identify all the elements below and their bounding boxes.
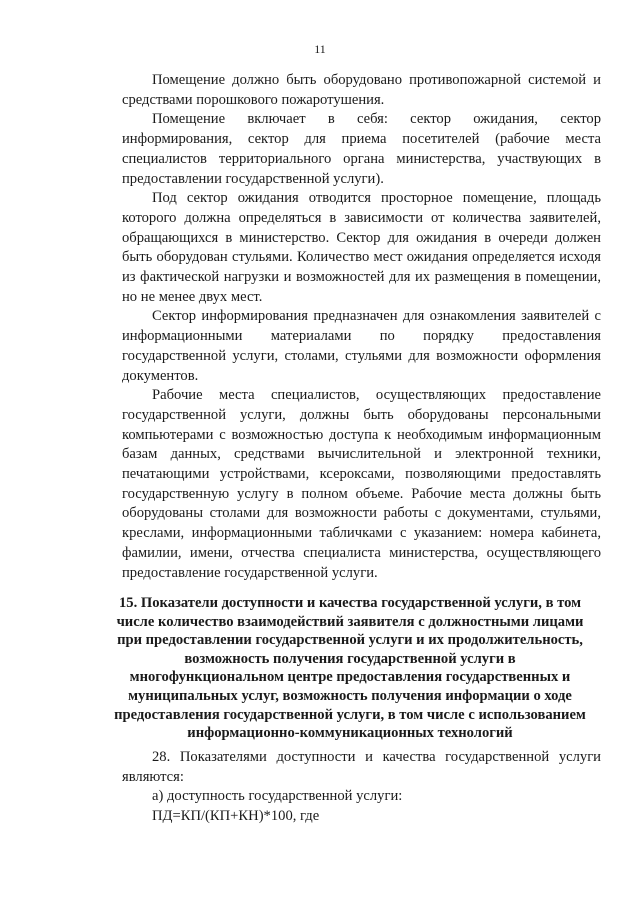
paragraph-item-28: 28. Показателями доступности и качества государственной услуги являются:	[122, 749, 601, 785]
paragraph-information-sector: Сектор информирования предназначен для ознакомления заявителей с информационными материалами по порядку предоставления государственной услуги, столами, стульями для возможности оформления документов.	[122, 308, 601, 384]
paragraph-fire-protection: Помещение должно быть оборудовано противопожарной системой и средствами порошкового пожаротушения.	[122, 72, 601, 108]
paragraph-workplaces: Рабочие места специалистов, осуществляющих предоставление государственной услуги, должны быть оборудованы персональными компьютерами с возможностью доступа к необходимым информационным базам данных, средствами вычислительной и электронной техники, печатающими устройствами, ксероксами, позволяющими предоставлять государственную услугу в полном объеме. Рабочие места должны быть оборудованы столами для возможности работы с документами, стульями, креслами, информационными табличками с указанием: номера кабинета, фамилии, имени, отчества специалиста министерства, осуществляющего предоставление государственной услуги.	[122, 387, 601, 581]
section-heading: 15. Показатели доступности и качества государственной услуги, в том числе количество взаимодействий заявителя с должностными лицами при предоставлении государственной услуги и их продолжительность, возможность получения государственной услуги в многофункциональном центре предоставления государственных и муниципальных услуг, возможность получения информации о ходе предоставления государственной услуги, в том числе с использованием информационно-коммуникационных технологий	[114, 595, 586, 742]
body-text	[122, 71, 601, 583]
formula-line: ПД=КП/(КП+КН)*100, где	[152, 808, 320, 825]
page-number: 11	[314, 42, 326, 56]
lower-text	[122, 748, 601, 827]
paragraph-item-a: а) доступность государственной услуги:	[152, 788, 403, 805]
paragraph-room-sectors: Помещение включает в себя: сектор ожидания, сектор информирования, сектор для приема посетителей (рабочие места специалистов территориального органа министерства, участвующих в предоставлении государственной услуги).	[122, 111, 601, 187]
paragraph-waiting-sector: Под сектор ожидания отводится просторное помещение, площадь которого должна определяться в зависимости от количества заявителей, обращающихся в министерство. Сектор для ожидания в очереди должен быть оборудован стульями. Количество мест ожидания определяется исходя из фактической нагрузки и возможностей для их размещения в помещении, но не менее двух мест.	[122, 190, 601, 305]
